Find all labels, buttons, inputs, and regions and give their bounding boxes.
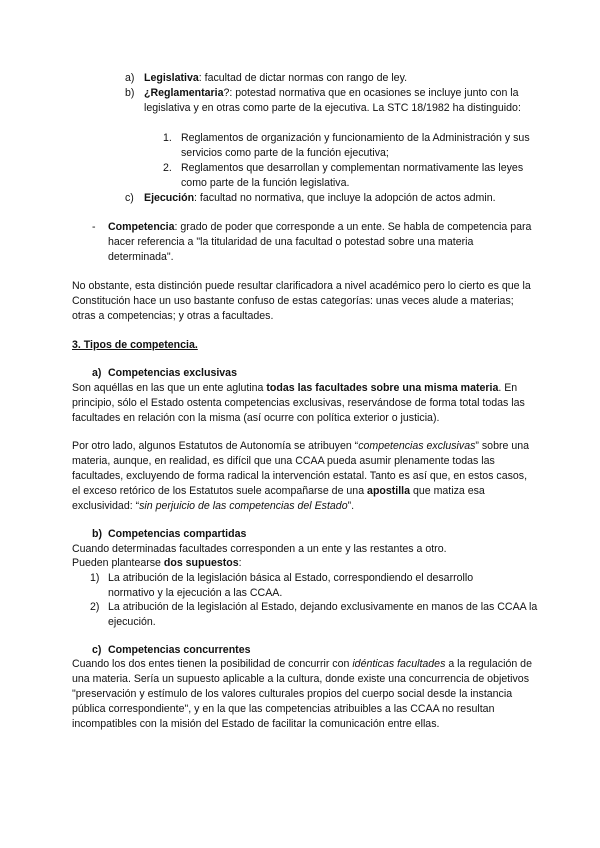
subsection-title-text: Competencias concurrentes: [108, 644, 251, 656]
term: Competencia: [108, 221, 175, 233]
subsection-title-exclusivas: [108, 366, 237, 381]
subsection-title-text: Competencias exclusivas: [108, 367, 237, 379]
italic-run: sin perjuicio de las competencias del Estado: [139, 500, 348, 512]
definition: : grado de poder que corresponde a un ente. Se habla de competencia para hacer referencia a "la titularidad de una facultad o potestad sobre una materia determinada".: [108, 221, 532, 263]
text-run: Pueden plantearse: [72, 557, 164, 569]
numbered-marker: 1): [90, 572, 100, 584]
italic-run: idénticas facultades: [352, 658, 446, 670]
term: Legislativa: [144, 72, 199, 84]
definition: : facultad de dictar normas con rango de ley.: [198, 72, 408, 84]
sublist-item: Reglamentos que desarrollan y complementan normativamente las leyes como parte de la función legislativa.: [181, 162, 524, 189]
list-marker: c): [125, 192, 134, 204]
definition: : facultad no normativa, que incluye la adopción de actos admin.: [194, 192, 496, 204]
subsection-title-compartidas: [108, 527, 246, 542]
subsection-marker: a): [92, 367, 102, 379]
numbered-marker: 2): [90, 601, 100, 613]
text-run: a la regulación de una materia. Sería un supuesto aplicable a la cultura, donde existe una concurrencia de objetivos "preservación y estímulo de los valores culturales propios del cuerpo social desde la instancia pública correspondiente", y en la que las competencias atribuibles a las CCAA no resultan incompatibles con la misión del Estado de facilitar la comunicación entre ellas.: [72, 658, 532, 730]
text-run: Son aquéllas en las que un ente aglutina: [72, 382, 267, 394]
text-run: . En principio, sólo el Estado ostenta competencias exclusivas, reservándose de forma total todas las facultades en relación con la misma (así ocurre con política exterior o justicia).: [72, 382, 525, 424]
subsection-title-concurrentes: [108, 643, 250, 658]
bold-run: todas las facultades sobre una misma materia: [266, 382, 499, 394]
paragraph-no-obstante: No obstante, esta distinción puede resultar clarificadora a nivel académico pero lo cierto es que la Constitución hace un uso bastante confuso de estas categorías: unas veces alude a materias; otras a competencias; y otras a facultades.: [72, 280, 531, 322]
bold-run: apostilla: [367, 485, 411, 497]
definition: ?: potestad normativa que en ocasiones se incluye junto con la legislativa y en otras como parte de la ejecutiva. La STC 18/1982 ha distinguido:: [144, 87, 521, 114]
subsection-title-text: Competencias compartidas: [108, 528, 247, 540]
paragraph-compartidas-2: [72, 556, 534, 571]
sublist-marker: 1.: [163, 132, 172, 144]
numbered-item: La atribución de la legislación básica al Estado, correspondiendo el desarrollo normativo y la ejecución a las CCAA.: [108, 572, 474, 599]
subsection-marker: c): [92, 644, 102, 656]
text-run: :: [238, 557, 242, 569]
subsection-marker: b): [92, 528, 102, 540]
section-title-text: 3. Tipos de competencia.: [72, 339, 198, 351]
paragraph-exclusivas-1: [72, 381, 534, 426]
text-run: que matiza esa exclusividad: “: [72, 485, 485, 512]
text-run: ” sobre una materia, aunque, en realidad, es difícil que una CCAA pueda asumir plenamente todas las facultades, excluyendo de forma radical la intervención estatal. Tanto es así que, en estos casos, el exceso retórico de los Estatutos suele acompañarse de una: [72, 440, 529, 497]
section-title: [72, 338, 198, 353]
list-marker: a): [125, 72, 135, 84]
paragraph-concurrentes: [72, 657, 532, 732]
list-item-reglamentaria: [144, 86, 534, 116]
paragraph-compartidas-1: Cuando determinadas facultades corresponden a un ente y las restantes a otro.: [72, 543, 447, 555]
sublist-item: Reglamentos de organización y funcionamiento de la Administración y sus servicios como parte de la función ejecutiva;: [181, 132, 530, 159]
term: Ejecución: [144, 192, 195, 204]
term: ¿Reglamentaria: [144, 87, 224, 99]
italic-run: competencias exclusivas: [358, 440, 476, 452]
sublist-marker: 2.: [163, 162, 172, 174]
bullet-marker: -: [92, 221, 96, 233]
text-run: Por otro lado, algunos Estatutos de Autonomía se atribuyen “: [72, 440, 359, 452]
text-run: Cuando los dos entes tienen la posibilidad de concurrir con: [72, 658, 353, 670]
paragraph-exclusivas-2: [72, 439, 534, 514]
numbered-item: La atribución de la legislación al Estado, dejando exclusivamente en manos de las CCAA la ejecución.: [108, 601, 538, 628]
bullet-item-competencia: [108, 220, 533, 265]
list-item-ejecucion: [144, 191, 544, 206]
text-run: ”.: [347, 500, 355, 512]
list-marker: b): [125, 87, 135, 99]
list-item-legislativa: [144, 71, 534, 86]
bold-run: dos supuestos: [163, 557, 239, 569]
